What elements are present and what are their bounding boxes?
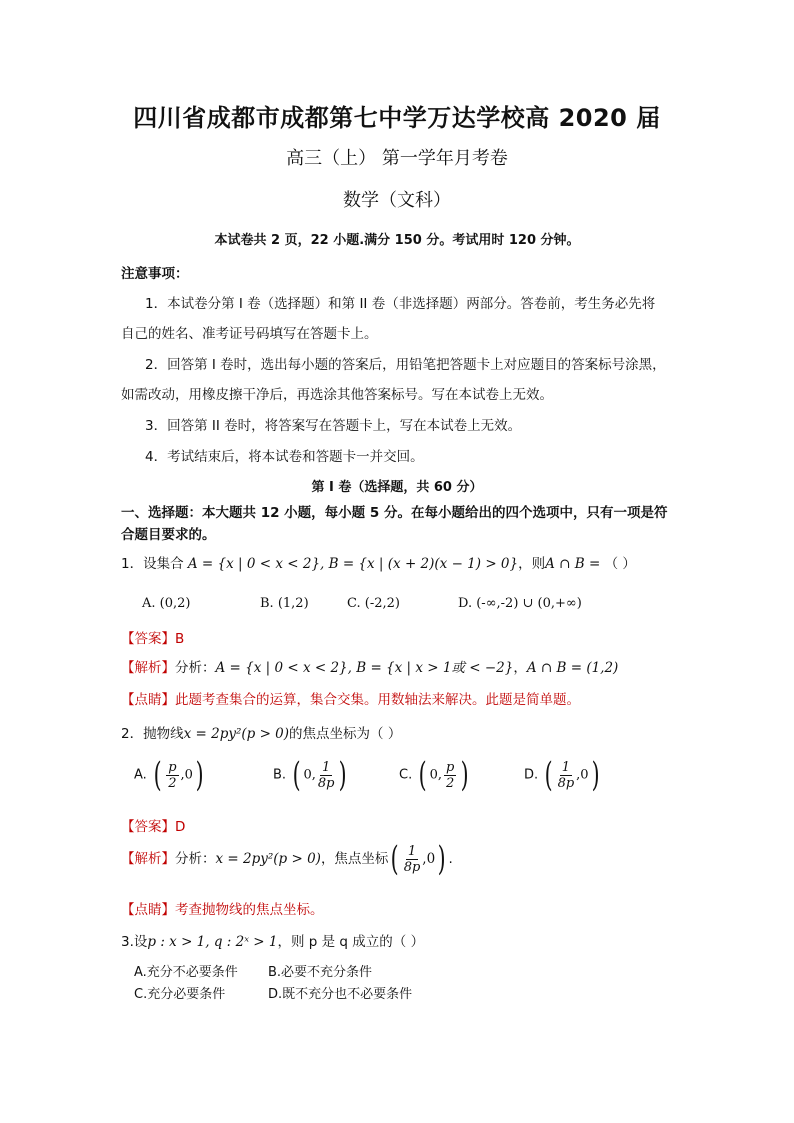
exam-subtitle: 高三（上） 第一学年月考卷 <box>286 148 508 169</box>
q2-analysis-expression: x = 2py²(p > 0) <box>215 851 321 867</box>
q2-comment <box>121 898 324 918</box>
q1-comment-text: 此题考查集合的运算，集合交集。用数轴法来解决。此题是简单题。 <box>175 692 580 708</box>
q3-option-a: A.充分不必要条件 <box>134 965 238 980</box>
q2-analysis-end: . <box>448 851 453 867</box>
q2-option-d-num: 1 <box>561 759 570 775</box>
q2-analysis-tail: ,0 <box>422 851 436 867</box>
notice-item-1b: 自己的姓名、准考证号码填写在答题卡上。 <box>121 326 378 342</box>
section-title: 第 I 卷（选择题，共 60 分） <box>311 480 483 495</box>
q1-mid: ，则 <box>518 556 546 572</box>
q2-option-c-num: p <box>446 759 455 775</box>
q2-option-d-tail: ,0 <box>576 767 589 783</box>
q2-option-b-head: 0, <box>303 767 316 783</box>
q2-option-d: D. ( $\frac{1}{8p}$ ,0) <box>524 755 600 795</box>
q3-option-d: D.既不充分也不必要条件 <box>268 987 413 1002</box>
q2-suffix: 的焦点坐标为（ ） <box>289 726 402 742</box>
q2-answer-value: D <box>175 819 186 835</box>
exam-title: 四川省成都市成都第七中学万达学校高 2020 届 <box>133 104 661 132</box>
q2-option-c: C. ( 0, $\frac{p}{2}$ ) <box>399 755 469 795</box>
q2-analysis: 【解析】分析：x = 2py²(p > 0)，焦点坐标( $\frac{1}{8p}$ ,0) . <box>121 839 453 879</box>
q1-analysis <box>121 656 618 676</box>
q2-option-a-tail: ,0 <box>180 767 193 783</box>
q1-expression-2: A ∩ B = <box>545 556 601 572</box>
q2-answer-tag: 【答案】 <box>121 819 175 835</box>
q2-option-a-num: p <box>168 759 177 775</box>
q2-analysis-lead: 分析： <box>175 851 216 867</box>
question-3 <box>121 930 424 950</box>
q1-analysis-result: A ∩ B = (1,2) <box>526 660 619 676</box>
question-2 <box>121 722 401 742</box>
notice-item-2b: 如需改动，用橡皮擦干净后，再选涂其他答案标号。写在本试卷上无效。 <box>121 387 553 403</box>
q2-analysis-fraction <box>404 844 421 875</box>
q2-answer <box>121 815 185 835</box>
notice-item-4: 4．考试结束后，将本试卷和答题卡一并交回。 <box>145 449 424 465</box>
question-1 <box>121 552 636 572</box>
notice-heading: 注意事项： <box>121 266 189 282</box>
q1-analysis-tag: 【解析】 <box>121 660 175 676</box>
q2-prefix: 2．抛物线 <box>121 726 184 742</box>
q2-option-b-fraction <box>318 760 335 791</box>
q1-option-d: D. (-∞,-2) ∪ (0,+∞) <box>458 596 582 611</box>
q2-analysis-num: 1 <box>407 843 417 859</box>
q3-expression: p : x > 1, q : 2ˣ > 1 <box>147 934 278 950</box>
q2-option-c-head: 0, <box>429 767 443 783</box>
q3-prefix: 3.设 <box>121 934 148 950</box>
q2-option-b: B. ( 0, $\frac{1}{8p}$ ) <box>273 755 348 795</box>
q2-analysis-den: 8p <box>403 859 421 875</box>
q1-answer-tag: 【答案】 <box>121 631 175 647</box>
q2-option-c-fraction <box>444 760 456 791</box>
notice-item-2a: 2．回答第 I 卷时，选出每小题的答案后，用铅笔把答题卡上对应题目的答案标号涂黑， <box>145 357 666 373</box>
q2-option-d-label: D. <box>524 767 539 783</box>
q1-option-c: C. (-2,2) <box>347 596 400 611</box>
q2-comment-tag: 【点睛】 <box>121 902 175 918</box>
q3-suffix: ，则 p 是 q 成立的（ ） <box>277 934 425 950</box>
section-instruction-b: 合题目要求的。 <box>121 527 216 543</box>
q1-analysis-lead: 分析： <box>175 660 216 676</box>
q2-option-b-num: 1 <box>322 759 331 775</box>
q1-blank: （ ） <box>604 556 636 572</box>
q2-option-b-label: B. <box>273 767 287 783</box>
q1-comment-tag: 【点睛】 <box>121 692 175 708</box>
exam-info: 本试卷共 2 页，22 小题.满分 150 分。考试用时 120 分钟。 <box>214 233 580 248</box>
q2-option-d-fraction <box>558 760 575 791</box>
q1-analysis-expression: A = {x | 0 < x < 2}, B = {x | x > 1或 < −2} <box>215 660 514 676</box>
q2-option-a-fraction <box>166 760 178 791</box>
q2-option-a-den: 2 <box>168 775 177 791</box>
q1-prefix: 1．设集合 <box>121 556 184 572</box>
q2-option-a: A. ( $\frac{p}{2}$ ,0) <box>134 755 204 795</box>
notice-item-3: 3．回答第 II 卷时，将答案写在答题卡上，写在本试卷上无效。 <box>145 418 522 434</box>
q2-option-c-den: 2 <box>446 775 455 791</box>
q2-option-a-label: A. <box>134 767 147 783</box>
q2-option-b-den: 8p <box>317 775 335 791</box>
q1-option-b: B. (1,2) <box>260 596 309 611</box>
q3-option-b: B.必要不充分条件 <box>268 965 373 980</box>
q2-comment-text: 考查抛物线的焦点坐标。 <box>175 902 324 918</box>
q2-analysis-mid: ，焦点坐标 <box>320 851 389 867</box>
exam-subject: 数学（文科） <box>343 190 451 211</box>
q2-option-c-label: C. <box>399 767 413 783</box>
q1-answer <box>121 627 184 647</box>
section-instruction-a: 一、选择题：本大题共 12 小题，每小题 5 分。在每小题给出的四个选项中，只有一项是符 <box>121 505 668 521</box>
q1-expression: A = {x | 0 < x < 2}, B = {x | (x + 2)(x − 1) > 0} <box>187 556 519 572</box>
q2-analysis-tag: 【解析】 <box>121 851 175 867</box>
q1-option-a: A. (0,2) <box>142 596 191 611</box>
q3-option-c: C.充分必要条件 <box>134 987 226 1002</box>
q2-option-d-den: 8p <box>557 775 575 791</box>
q1-answer-value: B <box>175 631 185 647</box>
q2-expression: x = 2py²(p > 0) <box>183 726 290 742</box>
notice-item-1a: 1．本试卷分第 I 卷（选择题）和第 II 卷（非选择题）两部分。答卷前，考生务必先将 <box>145 296 656 312</box>
q1-comment <box>121 688 580 708</box>
q1-analysis-sep: ， <box>513 660 527 676</box>
